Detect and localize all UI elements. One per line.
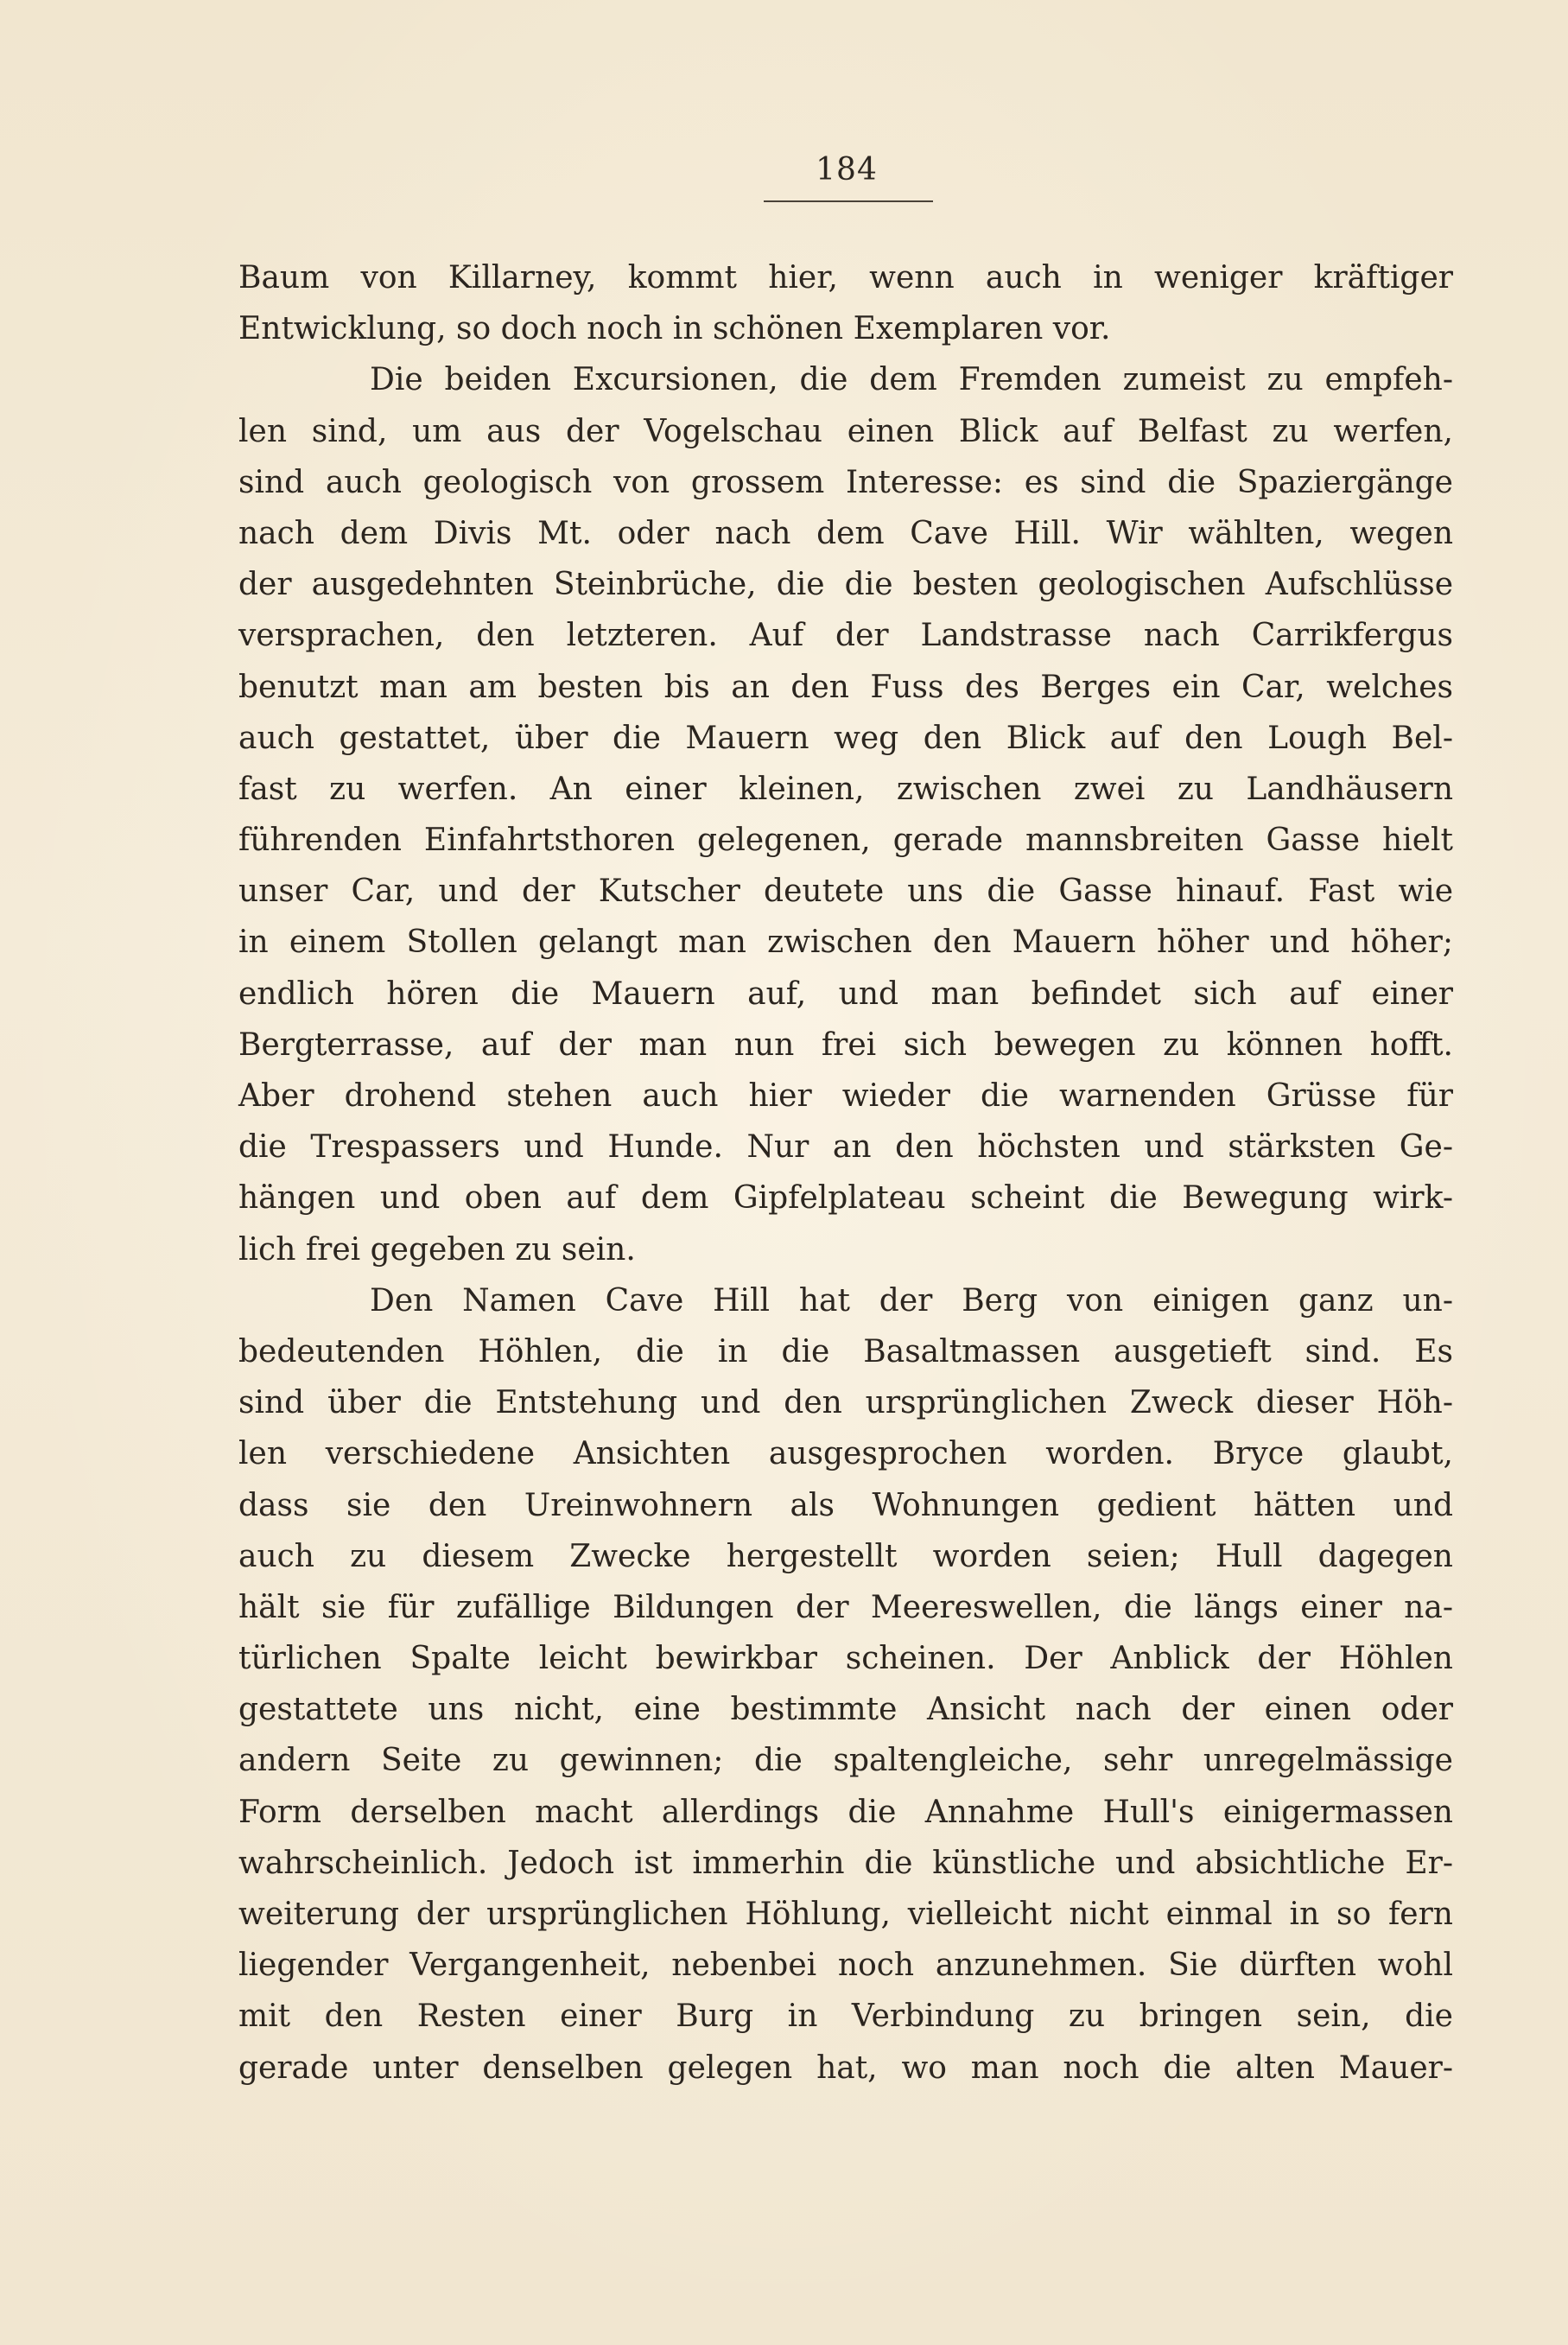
text-line: hält sie für zufällige Bildungen der Meereswellen, die längs einer na-: [238, 1589, 1453, 1625]
text-line: Bergterrasse, auf der man nun frei sich bewegen zu können hofft.: [238, 1026, 1453, 1063]
text-line: andern Seite zu gewinnen; die spaltengleiche, sehr unregelmässige: [238, 1743, 1453, 1779]
page-number-rule: [764, 200, 933, 202]
text-line: lich frei gegeben zu sein.: [238, 1231, 636, 1268]
text-line: hängen und oben auf dem Gipfelplateau scheint die Bewegung wirk-: [238, 1180, 1453, 1217]
text-line: benutzt man am besten bis an den Fuss des Berges ein Car, welches: [238, 669, 1453, 705]
text-line: len sind, um aus der Vogelschau einen Blick auf Belfast zu werfen,: [238, 413, 1453, 449]
text-line: weiterung der ursprünglichen Höhlung, vielleicht nicht einmal in so fern: [238, 1897, 1453, 1932]
page-number: 184: [816, 152, 878, 187]
text-line: der ausgedehnten Steinbrüche, die die besten geologischen Aufschlüsse: [238, 567, 1453, 603]
text-line: liegender Vergangenheit, nebenbei noch anzunehmen. Sie dürften wohl: [238, 1948, 1453, 1984]
text-line: die Trespassers und Hunde. Nur an den höchsten und stärksten Ge-: [238, 1129, 1453, 1166]
text-line: Entwicklung, so doch noch in schönen Exemplaren vor.: [238, 311, 1111, 347]
text-line: fast zu werfen. An einer kleinen, zwischen zwei zu Landhäusern: [238, 771, 1453, 807]
text-line: in einem Stollen gelangt man zwischen den Mauern höher und höher;: [238, 925, 1453, 961]
text-line: auch zu diesem Zwecke hergestellt worden seien; Hull dagegen: [238, 1538, 1453, 1574]
text-line: unser Car, und der Kutscher deutete uns die Gasse hinauf. Fast wie: [238, 874, 1453, 910]
text-line: bedeutenden Höhlen, die in die Basaltmassen ausgetieft sind. Es: [238, 1333, 1453, 1370]
text-line: Form derselben macht allerdings die Annahme Hull's einigermassen: [238, 1794, 1453, 1830]
text-line: auch gestattet, über die Mauern weg den Blick auf den Lough Bel-: [238, 720, 1453, 756]
text-line: sind auch geologisch von grossem Interesse: es sind die Spaziergänge: [238, 464, 1453, 500]
text-line: wahrscheinlich. Jedoch ist immerhin die künstliche und absichtliche Er-: [238, 1845, 1453, 1881]
text-line: gestattete uns nicht, eine bestimmte Ansicht nach der einen oder: [238, 1692, 1453, 1728]
text-line: versprachen, den letzteren. Auf der Landstrasse nach Carrikfergus: [238, 618, 1453, 654]
text-line: nach dem Divis Mt. oder nach dem Cave Hill. Wir wählten, wegen: [238, 515, 1453, 551]
text-line: sind über die Entstehung und den ursprünglichen Zweck dieser Höh-: [238, 1385, 1453, 1421]
text-line: mit den Resten einer Burg in Verbindung zu bringen sein, die: [238, 1999, 1453, 2035]
text-line: Aber drohend stehen auch hier wieder die warnenden Grüsse für: [238, 1078, 1453, 1114]
text-line: len verschiedene Ansichten ausgesprochen worden. Bryce glaubt,: [238, 1436, 1453, 1472]
text-line: dass sie den Ureinwohnern als Wohnungen gedient hätten und: [238, 1487, 1453, 1523]
text-line: führenden Einfahrtsthoren gelegenen, gerade mannsbreiten Gasse hielt: [238, 823, 1453, 859]
text-line: Die beiden Excursionen, die dem Fremden zumeist zu empfeh-: [370, 362, 1453, 398]
text-line: Den Namen Cave Hill hat der Berg von einigen ganz un-: [370, 1282, 1453, 1319]
text-line: türlichen Spalte leicht bewirkbar scheinen. Der Anblick der Höhlen: [238, 1641, 1453, 1677]
body-text: [238, 252, 1453, 2094]
text-line: endlich hören die Mauern auf, und man befindet sich auf einer: [238, 975, 1453, 1012]
text-line: Baum von Killarney, kommt hier, wenn auch in weniger kräftiger: [238, 260, 1453, 296]
text-line: gerade unter denselben gelegen hat, wo man noch die alten Mauer-: [238, 2049, 1453, 2086]
